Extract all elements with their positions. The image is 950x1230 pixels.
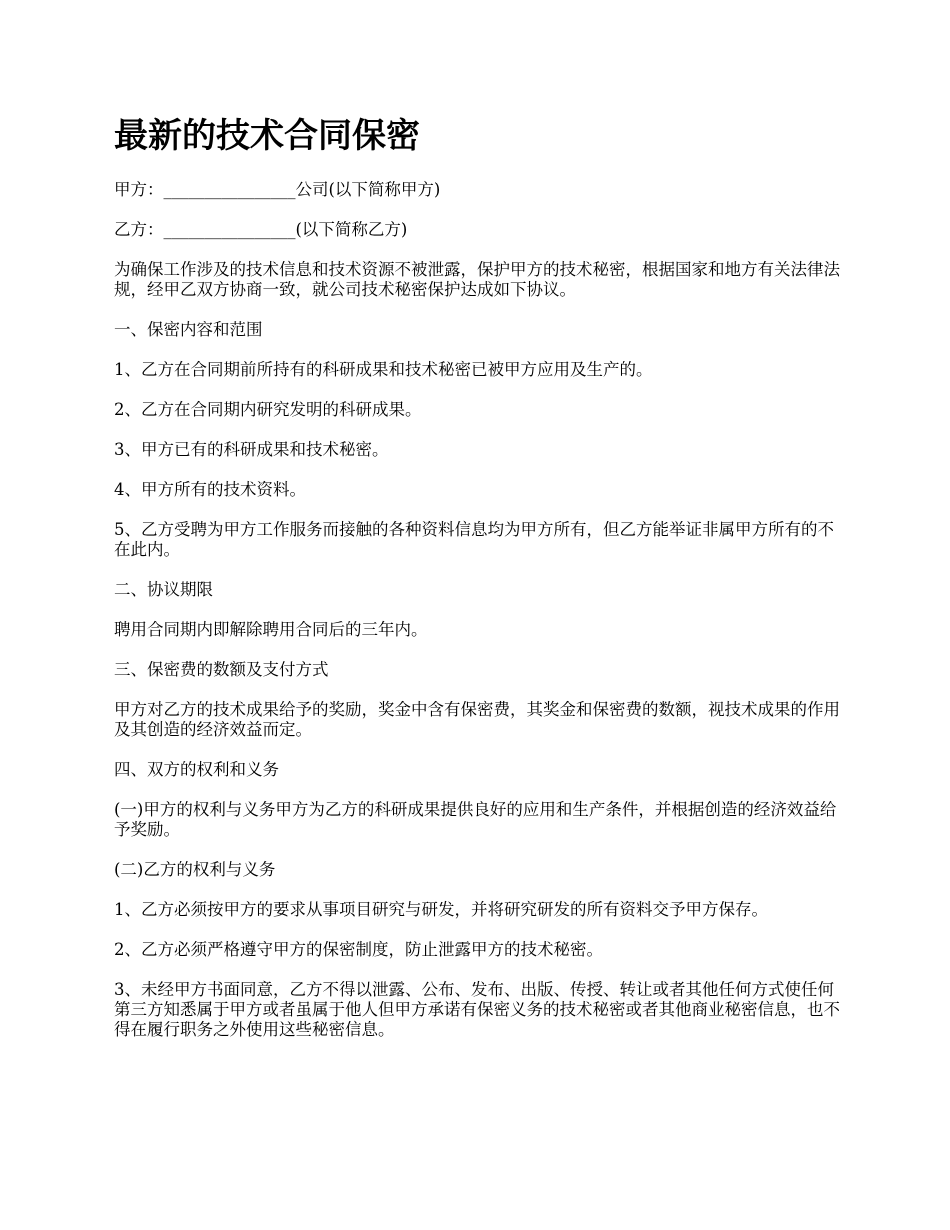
clause-1-2: 2、乙方在合同期内研究发明的科研成果。 (114, 400, 422, 419)
party-a-rights-paragraph: (一)甲方的权利与义务甲方为乙方的科研成果提供良好的应用和生产条件，并根据创造的经济效益给予奖励。 (114, 800, 837, 839)
clause-4-1: 1、乙方必须按甲方的要求从事项目研究与研发，并将研究研发的所有资料交予甲方保存。 (114, 900, 768, 919)
clause-1-4: 4、甲方所有的技术资料。 (114, 480, 306, 499)
section-heading-2: 二、协议期限 (114, 580, 213, 599)
section-heading-1: 一、保密内容和范围 (114, 320, 263, 339)
clause-1-1: 1、乙方在合同期前所持有的科研成果和技术秘密已被甲方应用及生产的。 (114, 360, 653, 379)
document-page (114, 108, 844, 1060)
document-title: 最新的技术合同保密 (114, 116, 420, 156)
clause-1-3: 3、甲方已有的科研成果和技术秘密。 (114, 440, 389, 459)
clause-1-5: 5、乙方受聘为甲方工作服务而接触的各种资料信息均为甲方所有，但乙方能举证非属甲方所有的不在此内。 (114, 520, 834, 559)
section-heading-4: 四、双方的权利和义务 (114, 760, 279, 779)
party-b-rights-heading: (二)乙方的权利与义务 (114, 860, 276, 879)
term-paragraph: 聘用合同期内即解除聘用合同后的三年内。 (114, 620, 428, 639)
preamble-paragraph: 为确保工作涉及的技术信息和技术资源不被泄露，保护甲方的技术秘密，根据国家和地方有关法律法规，经甲乙双方协商一致，就公司技术秘密保护达成如下协议。 (114, 260, 840, 299)
party-b-line: 乙方：________________(以下简称乙方) (114, 220, 408, 239)
clause-4-2: 2、乙方必须严格遵守甲方的保密制度，防止泄露甲方的技术秘密。 (114, 940, 603, 959)
section-heading-3: 三、保密费的数额及支付方式 (114, 660, 329, 679)
fee-paragraph: 甲方对乙方的技术成果给予的奖励，奖金中含有保密费，其奖金和保密费的数额，视技术成果的作用及其创造的经济效益而定。 (114, 700, 840, 739)
party-a-line: 甲方：________________公司(以下简称甲方) (114, 180, 441, 199)
clause-4-3: 3、未经甲方书面同意，乙方不得以泄露、公布、发布、出版、传授、转让或者其他任何方式使任何第三方知悉属于甲方或者虽属于他人但甲方承诺有保密义务的技术秘密或者其他商业秘密信息，也不得在履行职务之外使用这些秘密信息。 (114, 980, 840, 1039)
